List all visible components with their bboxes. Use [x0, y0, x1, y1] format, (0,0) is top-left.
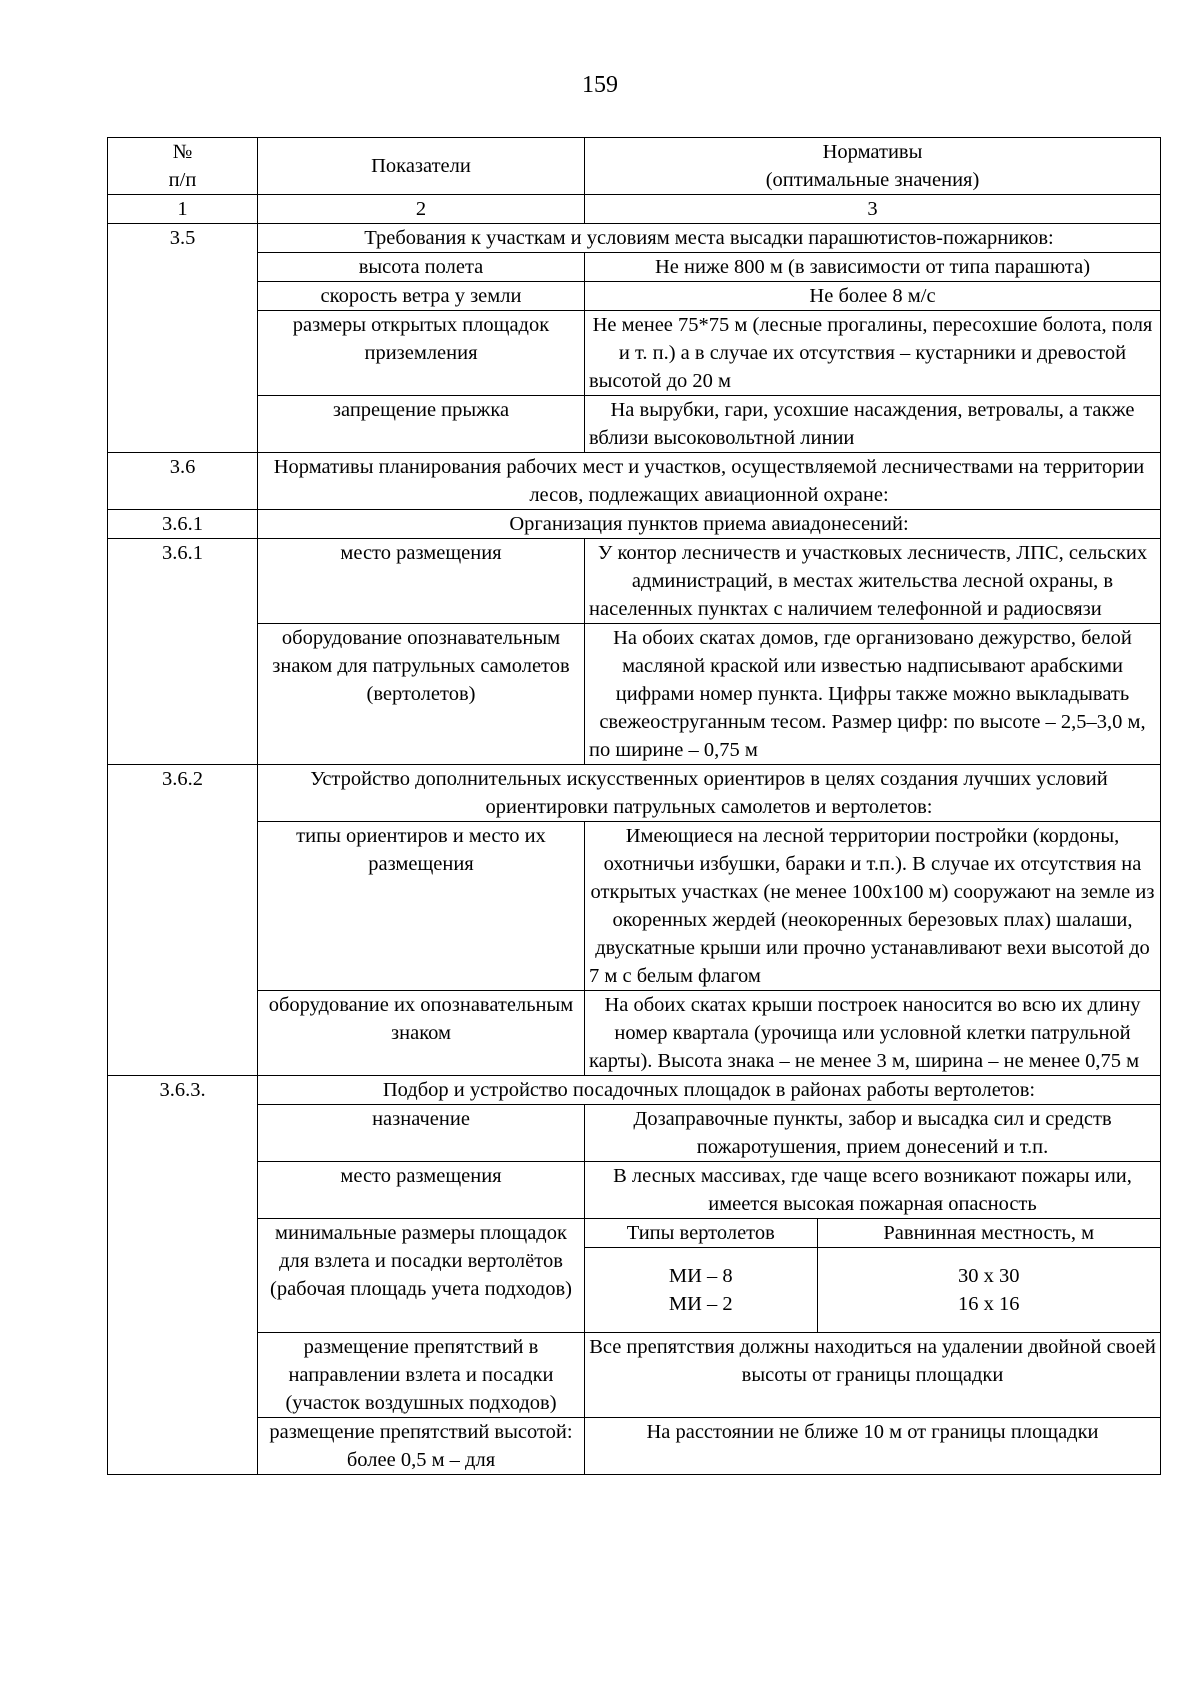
norm-cell: Дозаправочные пункты, забор и высадка сил и средств пожаротушения, прием донесений и т.п.: [585, 1105, 1161, 1162]
norm-cell: На обоих скатах домов, где организовано дежурство, белой масляной краской или известью надписывают арабскими цифрами номер пункта. Цифры также можно выкладывать свежеоструганным тесом. Размер цифр: по высоте – 2,5–3,0 м, по ширине – 0,75 м: [585, 624, 1161, 765]
table-row: [108, 253, 1161, 282]
plain-terrain-values: 30 х 30 16 х 16: [958, 1265, 1020, 1315]
table-row: [108, 1333, 1161, 1418]
table-row: [108, 1105, 1161, 1162]
helicopter-sizes-cell: [585, 1219, 1161, 1333]
section-number: 3.6.2: [108, 765, 258, 1076]
table-row: [108, 765, 1161, 822]
helicopter-types-values: МИ – 8 МИ – 2: [585, 1248, 817, 1333]
indicator-cell: назначение: [258, 1105, 585, 1162]
norm-cell: В лесных массивах, где чаще всего возникают пожары или, имеется высокая пожарная опасность: [585, 1162, 1161, 1219]
table-row: [108, 539, 1161, 624]
indicator-cell: размещение препятствий в направлении взлета и посадки (участок воздушных подходов): [258, 1333, 585, 1418]
table-row: [108, 1162, 1161, 1219]
section-title: Устройство дополнительных искусственных ориентиров в целях создания лучших условий ориентировки патрульных самолетов и вертолетов:: [258, 765, 1161, 822]
table-row: [108, 991, 1161, 1076]
section-number: 3.6.1: [108, 539, 258, 765]
index-1: 1: [108, 195, 258, 224]
table-row: [108, 1219, 1161, 1333]
indicator-cell: скорость ветра у земли: [258, 282, 585, 311]
norm-cell: Имеющиеся на лесной территории постройки (кордоны, охотничьи избушки, бараки и т.п.). В случае их отсутствия на открытых участках (не менее 100х100 м) сооружают на земле из окоренных жердей (неокоренных березовых плах) шалаши, двускатные крыши или прочно устанавливают вехи высотой до 7 м с белым флагом: [585, 822, 1161, 991]
indicator-cell: место размещения: [258, 539, 585, 624]
col-helicopter-types: Типы вертолетов: [585, 1219, 817, 1248]
header-number: № п/п: [108, 138, 258, 195]
table-row: [108, 311, 1161, 396]
indicator-cell: типы ориентиров и место их размещения: [258, 822, 585, 991]
col-plain-terrain: Равнинная местность, м: [817, 1219, 1160, 1248]
table-row: [108, 1418, 1161, 1475]
indicator-cell: место размещения: [258, 1162, 585, 1219]
norm-cell: На вырубки, гари, усохшие насаждения, ветровалы, а также вблизи высоковольтной линии: [585, 396, 1161, 453]
section-number: 3.6.3.: [108, 1076, 258, 1475]
standards-table: [107, 137, 1161, 1475]
table-row: [108, 822, 1161, 991]
norm-cell: Не ниже 800 м (в зависимости от типа парашюта): [585, 253, 1161, 282]
indicator-cell: оборудование их опознавательным знаком: [258, 991, 585, 1076]
norm-cell: На расстоянии не ближе 10 м от границы площадки: [585, 1418, 1161, 1475]
indicator-cell: высота полета: [258, 253, 585, 282]
norm-cell: Не менее 75*75 м (лесные прогалины, пересохшие болота, поля и т. п.) а в случае их отсутствия – кустарники и древостой высотой до 20 м: [585, 311, 1161, 396]
norm-cell: На обоих скатах крыши построек наносится во всю их длину номер квартала (урочища или условной клетки патрульной карты). Высота знака – не менее 3 м, ширина – не менее 0,75 м: [585, 991, 1161, 1076]
section-title: Нормативы планирования рабочих мест и участков, осуществляемой лесничествами на территории лесов, подлежащих авиационной охране:: [258, 453, 1161, 510]
table-row: [108, 282, 1161, 311]
indicator-cell: размеры открытых площадок приземления: [258, 311, 585, 396]
index-2: 2: [258, 195, 585, 224]
helicopter-sizes-table: [585, 1219, 1160, 1332]
table-row: [108, 396, 1161, 453]
indicator-cell: размещение препятствий высотой: более 0,5 м – для: [258, 1418, 585, 1475]
table-row: [108, 1076, 1161, 1105]
section-number: 3.6.1: [108, 510, 258, 539]
indicator-cell: минимальные размеры площадок для взлета и посадки вертолётов (рабочая площадь учета подходов): [258, 1219, 585, 1333]
table-row: [108, 624, 1161, 765]
table-index-row: [108, 195, 1161, 224]
table-row: [108, 224, 1161, 253]
section-title: Требования к участкам и условиям места высадки парашютистов-пожарников:: [258, 224, 1161, 253]
norm-cell: Все препятствия должны находиться на удалении двойной своей высоты от границы площадки: [585, 1333, 1161, 1418]
table-row: [108, 510, 1161, 539]
index-3: 3: [585, 195, 1161, 224]
header-indicators: Показатели: [258, 138, 585, 195]
indicator-cell: запрещение прыжка: [258, 396, 585, 453]
table-row: [108, 453, 1161, 510]
section-title: Подбор и устройство посадочных площадок в районах работы вертолетов:: [258, 1076, 1161, 1105]
section-number: 3.6: [108, 453, 258, 510]
section-number: 3.5: [108, 224, 258, 453]
indicator-cell: оборудование опознавательным знаком для патрульных самолетов (вертолетов): [258, 624, 585, 765]
table-header-row: [108, 138, 1161, 195]
section-title: Организация пунктов приема авиадонесений:: [258, 510, 1161, 539]
norm-cell: У контор лесничеств и участковых лесничеств, ЛПС, сельских администраций, в местах жительства лесной охраны, в населенных пунктах с наличием телефонной и радиосвязи: [585, 539, 1161, 624]
page-number: 159: [582, 72, 618, 98]
header-norms: Нормативы (оптимальные значения): [585, 138, 1161, 195]
norm-cell: Не более 8 м/с: [585, 282, 1161, 311]
